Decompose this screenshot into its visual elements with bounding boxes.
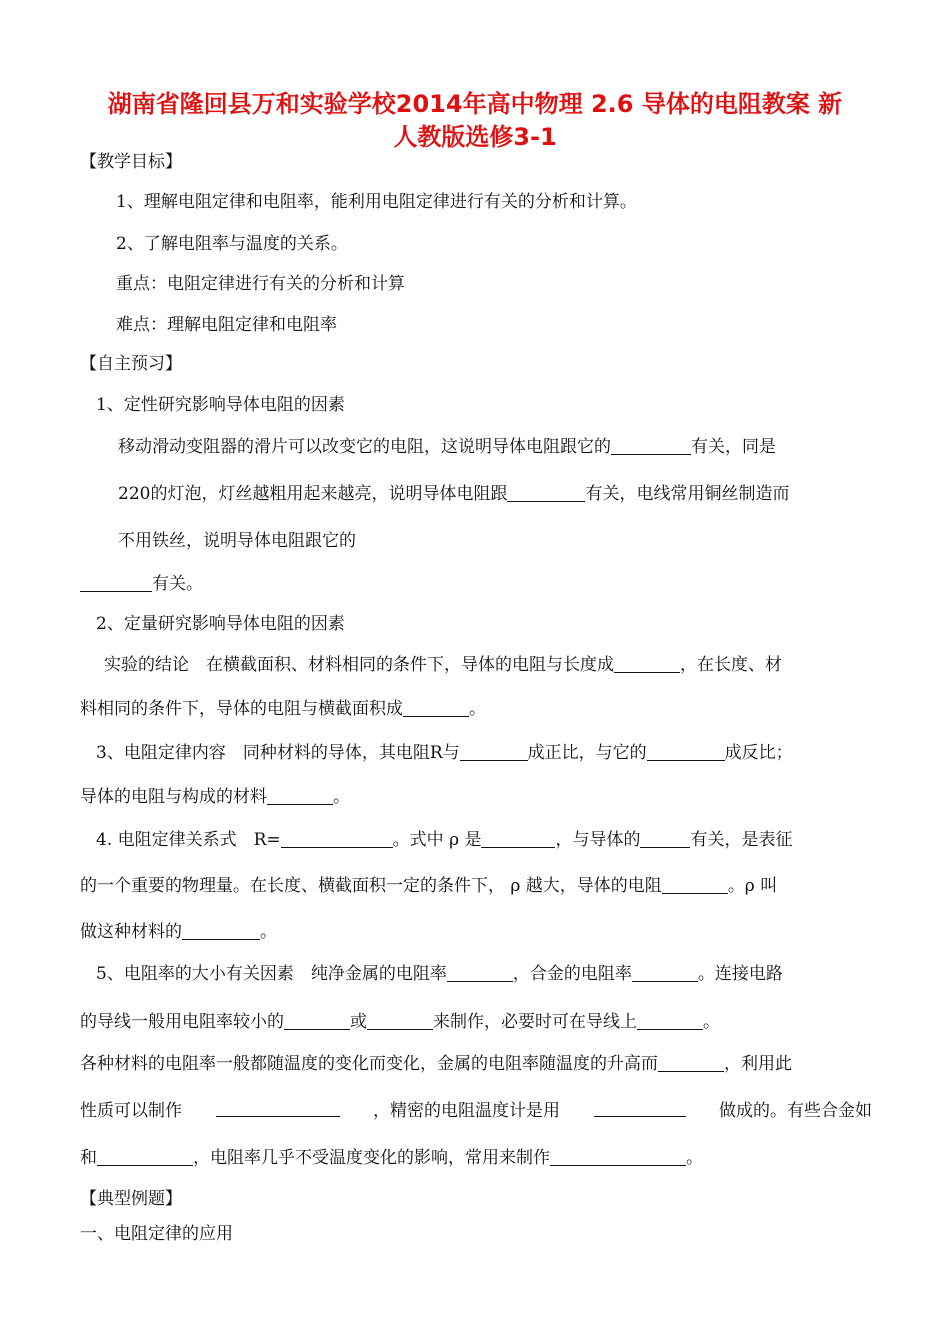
text: 的一个重要的物理量。在长度、横截面积一定的条件下， ρ 越大，导体的电阻 — [80, 876, 662, 896]
text: 有关，同是 — [691, 437, 776, 457]
text: 做成的。有些合金如 — [719, 1101, 872, 1121]
preview-5-line-3 — [80, 1052, 792, 1076]
section-preview: 【自主预习】 — [80, 354, 182, 374]
answer-blank[interactable] — [611, 437, 691, 455]
answer-blank[interactable] — [447, 964, 513, 982]
text: ，合金的电阻率 — [512, 964, 632, 984]
answer-blank[interactable] — [97, 1148, 193, 1166]
answer-blank[interactable] — [637, 1012, 703, 1030]
text: 有关。 — [152, 574, 203, 594]
preview-5-line-1 — [96, 962, 783, 986]
answer-blank[interactable] — [507, 484, 585, 502]
text: 。式中 ρ 是 — [392, 830, 482, 850]
text: 。 — [469, 699, 486, 719]
text: ，与导体的 — [555, 830, 641, 850]
answer-blank[interactable] — [658, 1054, 724, 1072]
preview-3-line-2 — [80, 785, 350, 809]
answer-blank[interactable] — [594, 1099, 686, 1117]
answer-blank[interactable] — [267, 787, 333, 805]
preview-2-line-2 — [80, 697, 486, 721]
section-examples: 【典型例题】 — [80, 1189, 182, 1209]
text: 4. 电阻定律关系式 R= — [96, 830, 281, 850]
answer-blank[interactable] — [614, 655, 680, 673]
title-line-1: 湖南省隆回县万和实验学校2014年高中物理 2.6 导体的电阻教案 新 — [107, 90, 843, 118]
preview-4-line-2 — [80, 874, 777, 898]
text: 和 — [80, 1148, 97, 1168]
preview-4-line-1 — [96, 828, 792, 852]
text: 3、电阻定律内容 同种材料的导体，其电阻R与 — [96, 743, 460, 763]
text: 有关，电线常用铜丝制造而 — [585, 484, 790, 504]
text: 有关，是表征 — [690, 830, 793, 850]
text: 220的灯泡，灯丝越粗用起来越亮，说明导体电阻跟 — [118, 484, 508, 504]
preview-5-line-4 — [80, 1099, 872, 1123]
difficulty-point: 难点：理解电阻定律和电阻率 — [116, 315, 337, 335]
text: ，精密的电阻温度计是用 — [373, 1101, 560, 1121]
preview-3-line-1 — [96, 741, 793, 765]
answer-blank[interactable] — [550, 1148, 686, 1166]
answer-blank[interactable] — [632, 964, 698, 982]
text: ，电阻率几乎不受温度变化的影响，常用来制作 — [193, 1148, 550, 1168]
preview-2-line-1 — [104, 653, 782, 677]
objective-2: 2、了解电阻率与温度的关系。 — [116, 234, 348, 254]
preview-4-line-3 — [80, 920, 277, 944]
answer-blank[interactable] — [662, 876, 728, 894]
text: 实验的结论 在横截面积、材料相同的条件下，导体的电阻与长度成 — [104, 655, 614, 675]
text: 各种材料的电阻率一般都随温度的变化而变化，金属的电阻率随温度的升高而 — [80, 1054, 658, 1074]
answer-blank[interactable] — [403, 699, 469, 717]
text: 。 — [686, 1148, 703, 1168]
text: 成正比，与它的 — [527, 743, 647, 763]
preview-1-line-1 — [118, 435, 872, 459]
text: 或 — [350, 1012, 367, 1032]
preview-1-line-4 — [80, 572, 203, 596]
objective-1: 1、理解电阻定律和电阻率，能利用电阻定律进行有关的分析和计算。 — [116, 192, 637, 212]
answer-blank[interactable] — [640, 830, 690, 848]
text: 。连接电路 — [697, 964, 783, 984]
text: 5、电阻率的大小有关因素 纯净金属的电阻率 — [96, 964, 447, 984]
answer-blank[interactable] — [367, 1012, 433, 1030]
preview-1-heading: 1、定性研究影响导体电阻的因素 — [96, 395, 345, 415]
answer-blank[interactable] — [481, 830, 555, 848]
subheading-resistance-law: 一、电阻定律的应用 — [80, 1224, 233, 1244]
answer-blank[interactable] — [284, 1012, 350, 1030]
text: 导体的电阻与构成的材料 — [80, 787, 267, 807]
text: 。ρ 叫 — [727, 876, 778, 896]
text: 料相同的条件下，导体的电阻与横截面积成 — [80, 699, 403, 719]
text: ，在长度、材 — [680, 655, 782, 675]
answer-blank[interactable] — [460, 743, 528, 761]
answer-blank[interactable] — [216, 1099, 340, 1117]
text: 。 — [333, 787, 350, 807]
preview-1-line-2 — [118, 482, 789, 506]
text: 性质可以制作 — [80, 1101, 182, 1121]
text: 来制作，必要时可在导线上 — [433, 1012, 637, 1032]
preview-5-line-5 — [80, 1146, 703, 1170]
key-point: 重点：电阻定律进行有关的分析和计算 — [116, 274, 405, 294]
text: ，利用此 — [724, 1054, 792, 1074]
section-objectives: 【教学目标】 — [80, 152, 182, 172]
text: 的导线一般用电阻率较小的 — [80, 1012, 284, 1032]
text: 。 — [260, 922, 277, 942]
text: 做这种材料的 — [80, 922, 182, 942]
preview-2-heading: 2、定量研究影响导体电阻的因素 — [96, 614, 345, 634]
preview-5-line-2 — [80, 1010, 720, 1034]
title-line-2: 人教版选修3-1 — [393, 123, 557, 151]
text: 移动滑动变阻器的滑片可以改变它的电阻，这说明导体电阻跟它的 — [118, 437, 611, 457]
answer-blank[interactable] — [80, 574, 152, 592]
answer-blank[interactable] — [182, 922, 260, 940]
text: 成反比； — [724, 743, 793, 763]
text: 。 — [703, 1012, 720, 1032]
answer-blank[interactable] — [281, 830, 393, 848]
answer-blank[interactable] — [647, 743, 725, 761]
preview-1-line-3: 不用铁丝，说明导体电阻跟它的 — [118, 531, 356, 551]
